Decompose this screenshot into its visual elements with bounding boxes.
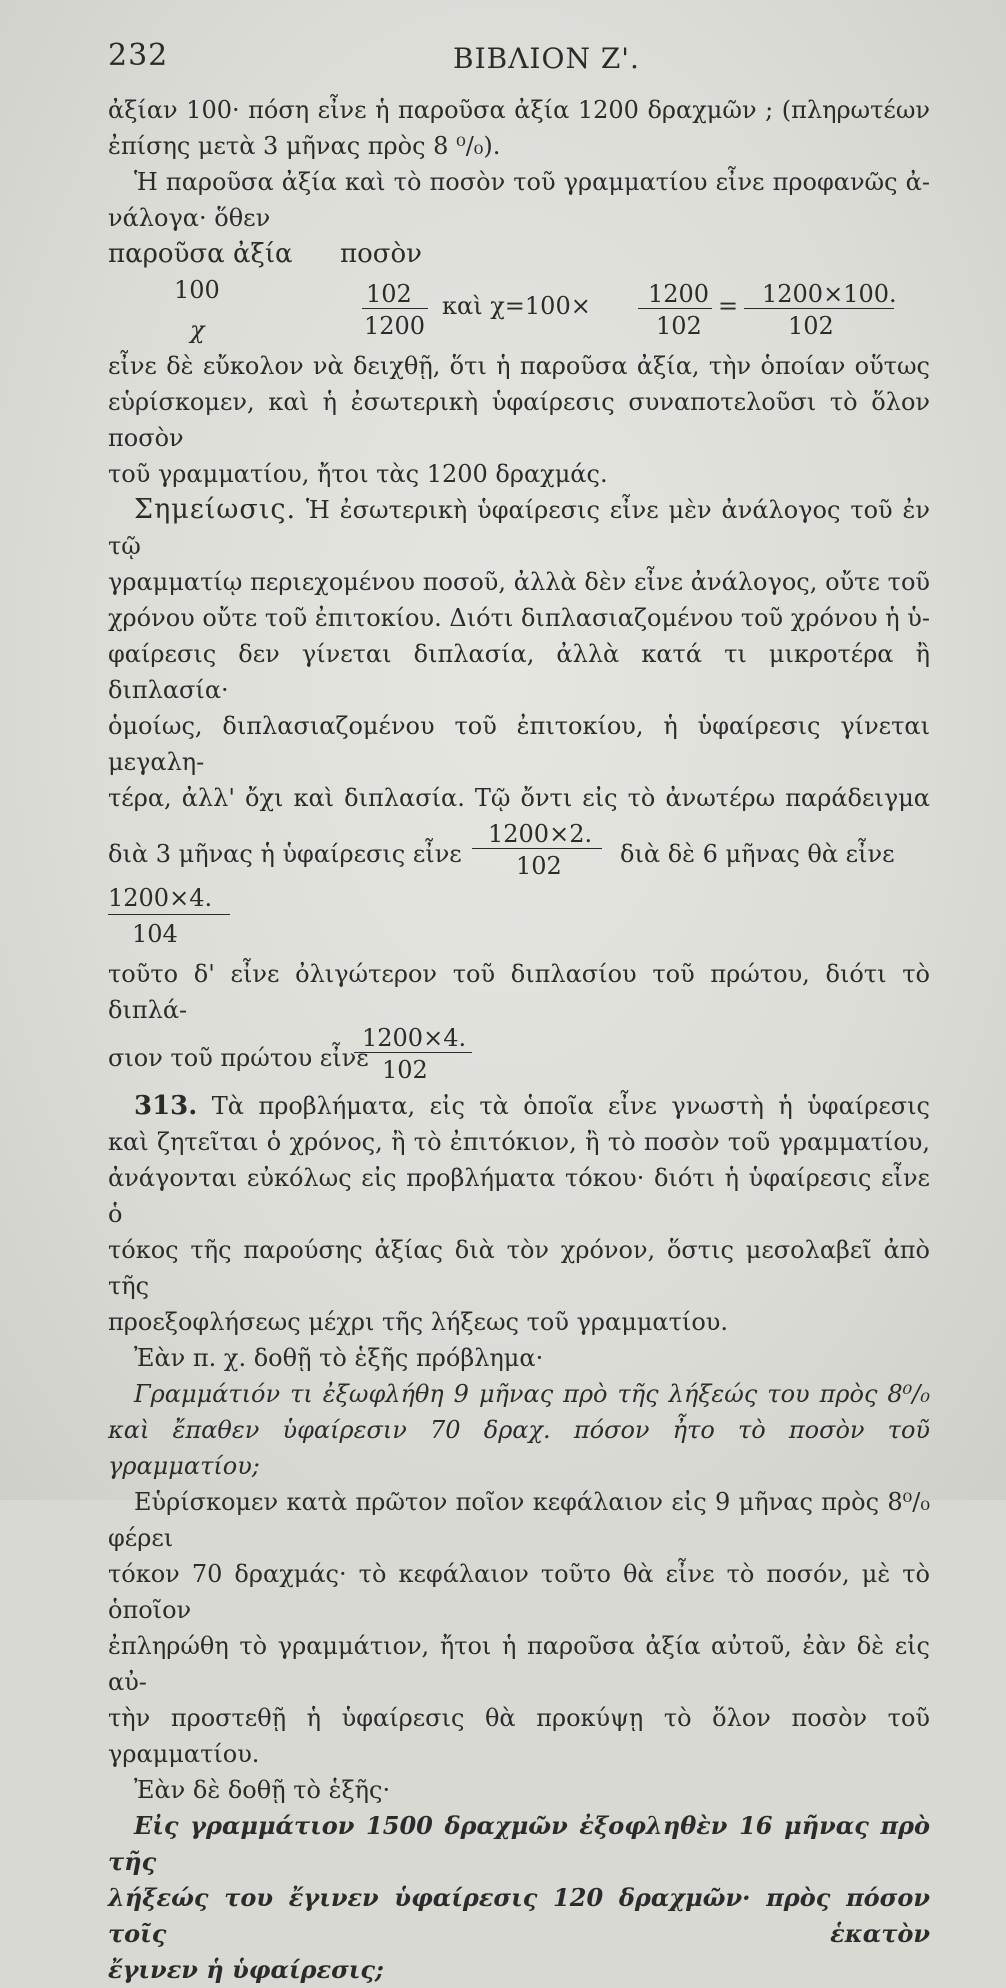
fraction-b-block xyxy=(108,880,930,956)
fraction-a-denominator: 102 xyxy=(516,852,562,880)
text-line: τόκος τῆς παρούσης ἀξίας διὰ τὸν χρόνον, ὅστις μεσολαβεῖ ἀπὸ τῆς xyxy=(108,1236,930,1300)
equation-text: καὶ χ=100× xyxy=(442,292,591,320)
text-line: γραμματίῳ περιεχομένου ποσοῦ, ἀλλὰ δὲν εἶνε ἀνάλογος, οὔτε τοῦ xyxy=(108,568,930,596)
text-line: φαίρεσις δεν γίνεται διπλασία, ἀλλὰ κατά τι μικροτέρα ἢ διπλασία· xyxy=(108,640,930,704)
section-number: 313. xyxy=(134,1091,198,1121)
text-line: τέρα, ἀλλ' ὄχι καὶ διπλασία. Τῷ ὄντι εἰς τὸ ἀνωτέρω παράδειγμα xyxy=(108,784,930,812)
problem-line: καὶ ἔπαθεν ὑφαίρεσιν 70 δραχ. πόσον ἦτο τὸ ποσὸν τοῦ γραμματίου; xyxy=(108,1416,930,1480)
fraction-line-3-months xyxy=(108,816,930,880)
text-span: σιον τοῦ πρώτου εἶνε xyxy=(108,1044,369,1072)
text-span: διὰ δὲ 6 μῆνας θὰ εἶνε xyxy=(620,840,895,868)
text-span: Τὰ προβλήματα, εἰς τὰ ὁποῖα εἶνε γνωστὴ ἡ ὑφαίρεσις xyxy=(211,1092,930,1120)
fraction-1-denominator: 1200 xyxy=(364,312,426,340)
text-line: νάλογα· ὅθεν xyxy=(108,204,271,232)
section-313-first-line xyxy=(108,1088,930,1124)
fraction-c-numerator: 1200×4. xyxy=(362,1024,467,1052)
problem-line: λήξεώς του ἔγινεν ὑφαίρεσις 120 δραχμῶν· πρὸς πόσον τοῖς ἑκατὸν xyxy=(108,1883,930,1948)
text-line: Ἡ παροῦσα ἀξία καὶ τὸ ποσὸν τοῦ γραμματίου εἶνε προφανῶς ἀ- xyxy=(134,168,930,196)
note-label: Σημείωσις. xyxy=(134,494,297,525)
text-line: Ἐὰν δὲ δοθῇ τὸ ἑξῆς· xyxy=(134,1776,391,1804)
text-span: διὰ 3 μῆνας ἡ ὑφαίρεσις εἶνε xyxy=(108,840,462,868)
fraction-b-numerator: 1200×4. xyxy=(108,884,213,912)
page-number: 232 xyxy=(108,38,169,73)
text-line: ἐπληρώθη τὸ γραμμάτιον, ἤτοι ἡ παροῦσα ἀξία αὐτοῦ, ἐὰν δὲ εἰς αὐ- xyxy=(108,1632,930,1696)
fraction-3-numerator: 1200×100. xyxy=(762,280,897,308)
text-line: τόκον 70 δραχμάς· τὸ κεφάλαιον τοῦτο θὰ εἶνε τὸ ποσόν, μὲ τὸ ὁποῖον xyxy=(108,1560,930,1624)
text-line: ἀξίαν 100· πόση εἶνε ἡ παροῦσα ἀξία 1200 δραχμῶν ; (πληρωτέων xyxy=(108,96,930,124)
text-line: χρόνου οὔτε τοῦ ἐπιτοκίου. Διότι διπλασιαζομένου τοῦ χρόνου ἡ ὑ- xyxy=(108,604,930,632)
text-span: Ἡ ἐσωτερικὴ ὑφαίρεσις εἶνε μὲν ἀνάλογος τοῦ ἐν τῷ xyxy=(108,496,930,560)
text-line: ἐπίσης μετὰ 3 μῆνας πρὸς 8 ⁰/₀). xyxy=(108,132,501,160)
proportion-table xyxy=(108,236,930,348)
problem-line: ἔγινεν ἡ ὑφαίρεσις; xyxy=(108,1955,384,1984)
text-line: προεξοφλήσεως μέχρι τῆς λήξεως τοῦ γραμματίου. xyxy=(108,1308,728,1336)
fraction-1-numerator: 102 xyxy=(366,280,412,308)
text-line: Ἐὰν π. χ. δοθῇ τὸ ἑξῆς πρόβλημα· xyxy=(134,1344,544,1372)
fraction-b-denominator: 104 xyxy=(132,920,178,948)
fraction-2-numerator: 1200 xyxy=(648,280,710,308)
page-body xyxy=(108,92,930,1988)
text-line: εὑρίσκομεν, καὶ ἡ ἐσωτερικὴ ὑφαίρεσις συναποτελοῦσι τὸ ὅλον ποσὸν xyxy=(108,388,930,452)
text-line: τὴν προστεθῇ ἡ ὑφαίρεσις θὰ προκύψῃ τὸ ὅλον ποσὸν τοῦ γραμματίου. xyxy=(108,1704,930,1768)
text-line: καὶ ζητεῖται ὁ χρόνος, ἢ τὸ ἐπιτόκιον, ἢ τὸ ποσὸν τοῦ γραμματίου, xyxy=(108,1128,930,1156)
text-line: τοῦτο δ' εἶνε ὀλιγώτερον τοῦ διπλασίου τοῦ πρώτου, διότι τὸ διπλά- xyxy=(108,960,930,1024)
column-head-present-value: παροῦσα ἀξία xyxy=(108,239,293,269)
text-line: ὁμοίως, διπλασιαζομένου τοῦ ἐπιτοκίου, ἡ ὑφαίρεσις γίνεται μεγαλη- xyxy=(108,712,930,776)
equals-sign: = xyxy=(718,292,739,320)
fraction-a-numerator: 1200×2. xyxy=(488,820,593,848)
text-line: εἶνε δὲ εὔκολον νὰ δειχθῇ, ὅτι ἡ παροῦσα ἀξία, τὴν ὁποίαν οὕτως xyxy=(108,352,930,380)
value-x: χ xyxy=(190,316,205,344)
fraction-3-denominator: 102 xyxy=(788,312,834,340)
note-first-line xyxy=(108,492,930,564)
text-line: τοῦ γραμματίου, ἤτοι τὰς 1200 δραχμάς. xyxy=(108,460,608,488)
problem-line: Γραμμάτιόν τι ἐξωφλήθη 9 μῆνας πρὸ τῆς λήξεώς του πρὸς 8⁰/₀ xyxy=(134,1380,930,1408)
fraction-2-denominator: 102 xyxy=(656,312,702,340)
column-head-amount: ποσὸν xyxy=(340,239,422,269)
fraction-c-denominator: 102 xyxy=(382,1056,428,1084)
text-line: Εὑρίσκομεν κατὰ πρῶτον ποῖον κεφάλαιον εἰς 9 μῆνας πρὸς 8⁰/₀ φέρει xyxy=(108,1488,930,1552)
fraction-line-double xyxy=(108,1024,930,1088)
page-header xyxy=(108,38,936,78)
problem-line: Εἰς γραμμάτιον 1500 δραχμῶν ἐξοφληθὲν 16 μῆνας πρὸ τῆς xyxy=(108,1811,930,1876)
running-head: ΒΙΒΛΙΟΝ Ζ'. xyxy=(453,42,640,75)
text-line: ἀνάγονται εὐκόλως εἰς προβλήματα τόκου· διότι ἡ ὑφαίρεσις εἶνε ὁ xyxy=(108,1164,930,1228)
fraction-bar xyxy=(108,914,230,915)
value-100: 100 xyxy=(174,276,220,304)
